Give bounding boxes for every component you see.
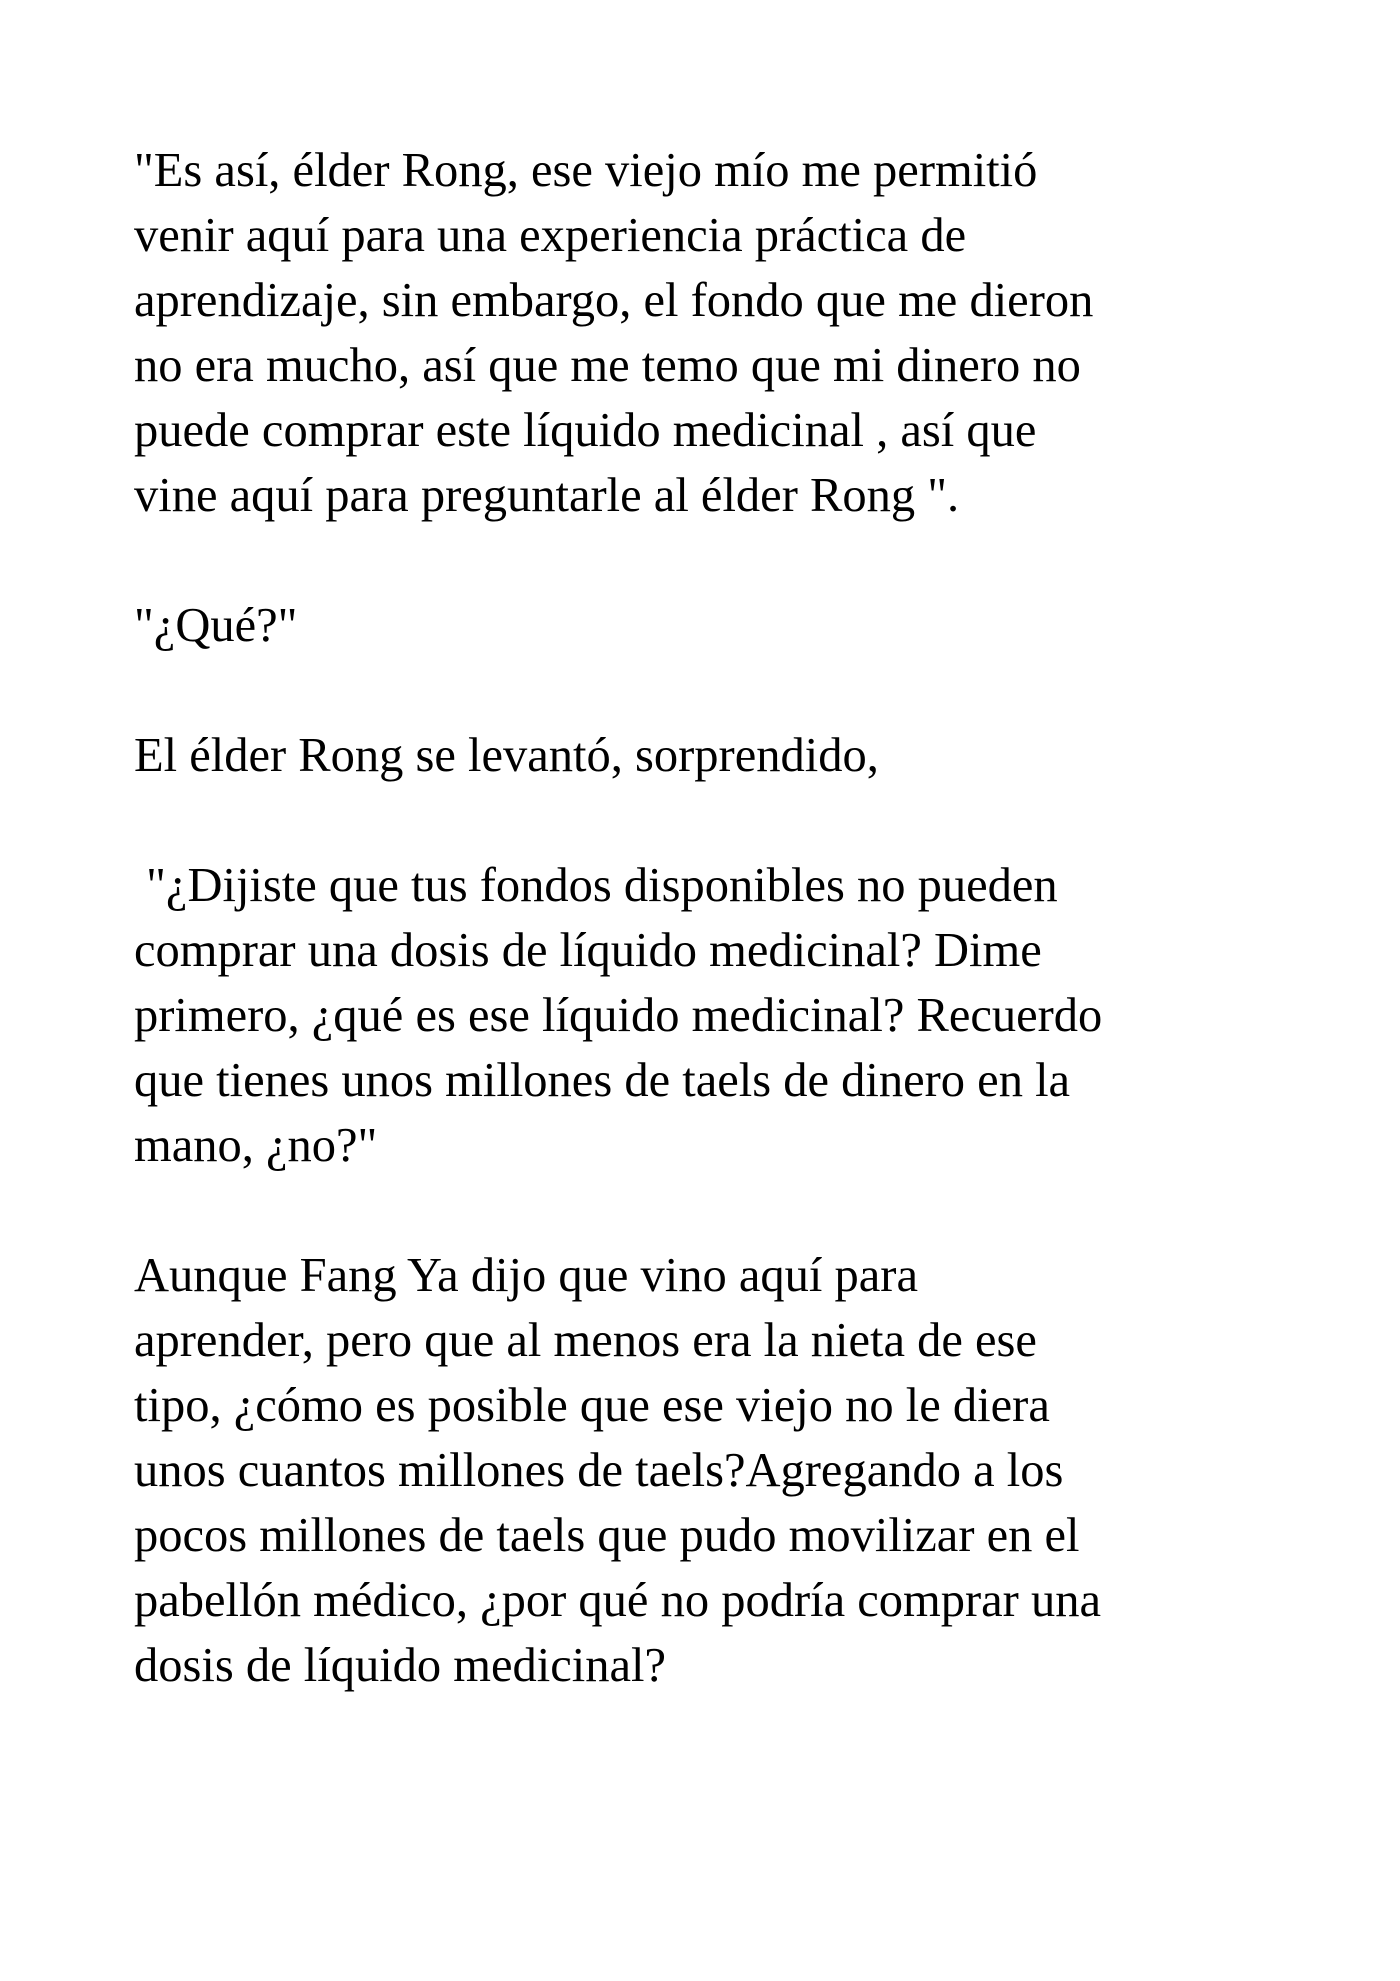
text-line: mano, ¿no?": [134, 1119, 378, 1172]
text-line: tipo, ¿cómo es posible que ese viejo no le diera: [134, 1379, 1050, 1432]
text-line: "¿Qué?": [134, 599, 298, 652]
text-line: no era mucho, así que me temo que mi dinero no: [134, 339, 1081, 392]
paragraph-3: [134, 723, 1314, 788]
text-line: Aunque Fang Ya dijo que vino aquí para: [134, 1249, 918, 1302]
text-line: primero, ¿qué es ese líquido medicinal? Recuerdo: [134, 989, 1103, 1042]
paragraph-2: [134, 593, 1314, 658]
text-line: aprendizaje, sin embargo, el fondo que me dieron: [134, 274, 1094, 327]
text-line: "¿Dijiste que tus fondos disponibles no pueden: [134, 859, 1058, 912]
text-line: puede comprar este líquido medicinal , así que: [134, 404, 1037, 457]
text-line: comprar una dosis de líquido medicinal? Dime: [134, 924, 1042, 977]
paragraph-1: [134, 138, 1314, 528]
text-line: unos cuantos millones de taels?Agregando a los: [134, 1444, 1064, 1497]
document-body: [134, 138, 1314, 1763]
text-line: pabellón médico, ¿por qué no podría comprar una: [134, 1574, 1101, 1627]
text-line: pocos millones de taels que pudo movilizar en el: [134, 1509, 1080, 1562]
text-line: aprender, pero que al menos era la nieta de ese: [134, 1314, 1037, 1367]
text-line: vine aquí para preguntarle al élder Rong ".: [134, 469, 960, 522]
text-line: que tienes unos millones de taels de dinero en la: [134, 1054, 1071, 1107]
text-line: venir aquí para una experiencia práctica de: [134, 209, 967, 262]
text-line: "Es así, élder Rong, ese viejo mío me permitió: [134, 144, 1038, 197]
text-line: El élder Rong se levantó, sorprendido,: [134, 729, 879, 782]
paragraph-4: [134, 853, 1314, 1178]
text-line: dosis de líquido medicinal?: [134, 1639, 667, 1692]
paragraph-5: [134, 1243, 1314, 1698]
